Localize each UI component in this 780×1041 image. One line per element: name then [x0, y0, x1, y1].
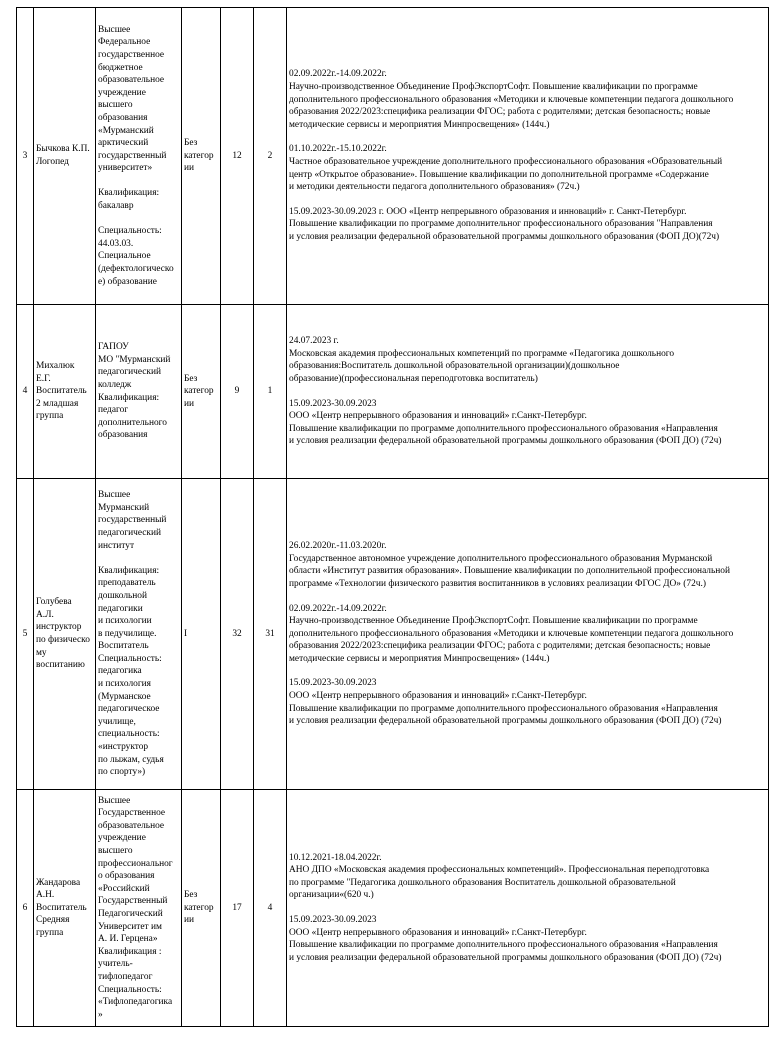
- category-cell: Без категор ии: [182, 305, 221, 479]
- teaching-experience-cell: 2: [254, 8, 287, 305]
- table-row: [17, 790, 769, 1027]
- category-cell: Без категор ии: [182, 790, 221, 1027]
- table-row: [17, 479, 769, 790]
- education-cell: Высшее Федеральное государственное бюджетное образовательное учреждение высшего образования «Мурманский арктический государственный университет» Квалификация: бакалавр Специальность: 44.03.03. Специальное (дефектологическо е) образование: [96, 8, 182, 305]
- employee-name-cell: Бычкова К.П. Логопед: [34, 8, 96, 305]
- row-number-cell: 4: [17, 305, 34, 479]
- course-entry: 10.12.2021-18.04.2022г. АНО ДПО «Московская академия профессиональных компетенций». Профессиональная переподготовка по программе "Педагогика дошкольного образования Воспитатель дошкольной образовательной организации«(620 ч.): [289, 852, 710, 901]
- professional-development-cell: [287, 305, 769, 479]
- teaching-experience-cell: 4: [254, 790, 287, 1027]
- course-entry: 02.09.2022г.-14.09.2022г. Научно-производственное Объединение ПрофЭкспортСофт. Повышение квалификации по программе дополнительного профессионального образования «Методики и ключевые компетенции педагога дошкольного образования 2022/2023:специфика реализации ФГОС; работа с родителями; детская безопасность; новые методические сервисы и мероприятия Минпросвещения» (144ч.): [289, 603, 734, 664]
- category-cell: I: [182, 479, 221, 790]
- row-number-cell: 5: [17, 479, 34, 790]
- total-experience-cell: 17: [221, 790, 254, 1027]
- course-entry: 26.02.2020г.-11.03.2020г. Государственное автономное учреждение дополнительного профессионального образования Мурманской области «Институт развития образования». Повышение квалификации по дополнительной профессиональной программе «Технологии физического развития воспитанников в условиях реализации ФГОС ДО» (72ч.): [289, 541, 730, 589]
- employee-name-cell: Жандарова А.Н. Воспитатель Средняя группа: [34, 790, 96, 1027]
- course-entry: 24.07.2023 г. Московская академия профессиональных компетенций по программе «Педагогика дошкольного образования:Воспитатель дошкольной образовательной организации)(дошкольное образование)(профессиональная переподготовка воспитатель): [289, 336, 675, 384]
- employee-name-cell: Голубева А.Л. инструктор по физическо му воспитанию: [34, 479, 96, 790]
- course-entry: 15.09.2023-30.09.2023 ООО «Центр непрерывного образования и инноваций» г.Санкт-Петербург. Повышение квалификации по программе дополнительного профессионального образования «Направления и условия реализации федеральной образовательной программы дошкольного образования (ФОП ДО) (72ч): [289, 678, 722, 727]
- education-cell: ГАПОУ МО "Мурманский педагогический колледж Квалификация: педагог дополнительного образования: [96, 305, 182, 479]
- table-row: [17, 8, 769, 305]
- teaching-experience-cell: 1: [254, 305, 287, 479]
- course-entry: 15.09.2023-30.09.2023 г. ООО «Центр непрерывного образования и инноваций» г. Санкт-Петербург. Повышение квалификации по программе дополнительног профессионального образования "Направления и условия реализации федеральной образовательной программы дошкольного образования (ФОП ДО)(72ч): [289, 206, 720, 242]
- professional-development-cell: [287, 479, 769, 790]
- education-cell: Высшее Государственное образовательное учреждение высшего профессиональног о образования «Российский Государственный Педагогический Университет им А. И. Герцена» Квалификация : учитель- тифлопедагог Специальность: «Тифлопедагогика »: [96, 790, 182, 1027]
- category-cell: Без категор ии: [182, 8, 221, 305]
- course-entry: 01.10.2022г.-15.10.2022г. Частное образовательное учреждение дополнительного профессионального образования «Образовательный центр «Открытое образование». Повышение квалификации по дополнительной программе «Содержание и методики деятельности педагога дополнительного образования» (72ч.): [289, 144, 723, 193]
- total-experience-cell: 9: [221, 305, 254, 479]
- course-entry: 15.09.2023-30.09.2023 ООО «Центр непрерывного образования и инноваций» г.Санкт-Петербург. Повышение квалификации по программе дополнительного профессионального образования «Направления и условия реализации федеральной образовательной программы дошкольного образования (ФОП ДО) (72ч): [289, 915, 722, 963]
- course-entry: 15.09.2023-30.09.2023 ООО «Центр непрерывного образования и инноваций» г.Санкт-Петербург. Повышение квалификации по программе дополнительного профессионального образования «Направления и условия реализации федеральной образовательной программы дошкольного образования (ФОП ДО) (72ч): [289, 398, 722, 447]
- education-cell: Высшее Мурманский государственный педагогический институт Квалификация: преподаватель дошкольной педагогики и психологии в педучилище. Воспитатель Специальность: педагогика и психология (Мурманское педагогическое училище, специальность: «инструктор по лыжам, судья по спорту»): [96, 479, 182, 790]
- staff-table: [16, 7, 769, 1027]
- professional-development-cell: [287, 790, 769, 1027]
- total-experience-cell: 32: [221, 479, 254, 790]
- course-entry: 02.09.2022г.-14.09.2022г. Научно-производственное Объединение ПрофЭкспортСофт. Повышение квалификации по программе дополнительного профессионального образования «Методики и ключевые компетенции педагога дошкольного образования 2022/2023:специфика реализации ФГОС; работа с родителями; детская безопасность; новые методические сервисы и мероприятия Минпросвещения» (144ч.): [289, 69, 734, 130]
- table-row: [17, 305, 769, 479]
- row-number-cell: 3: [17, 8, 34, 305]
- row-number-cell: 6: [17, 790, 34, 1027]
- total-experience-cell: 12: [221, 8, 254, 305]
- professional-development-cell: [287, 8, 769, 305]
- employee-name-cell: Михалюк Е.Г. Воспитатель 2 младшая группа: [34, 305, 96, 479]
- table-body: [17, 8, 769, 1027]
- teaching-experience-cell: 31: [254, 479, 287, 790]
